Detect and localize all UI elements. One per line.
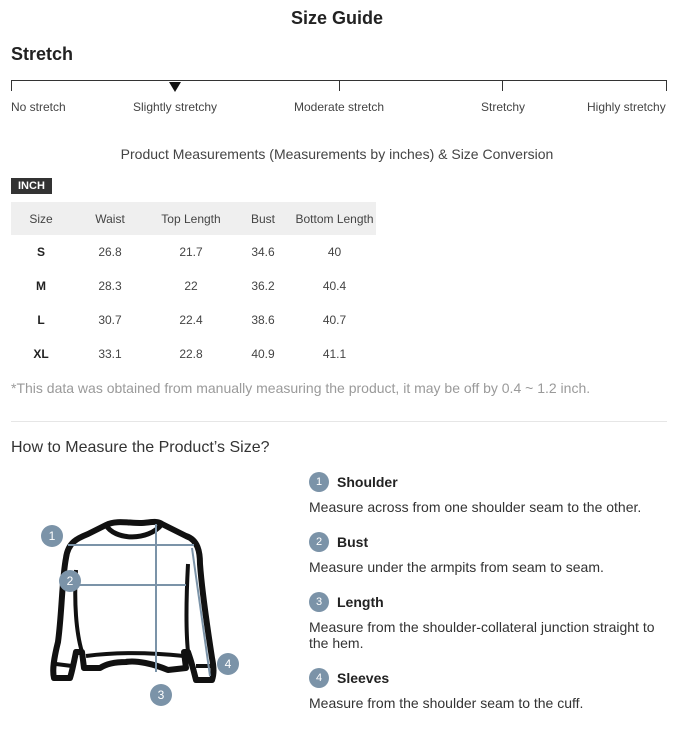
table-cell: 40	[327, 245, 342, 259]
divider	[11, 421, 667, 422]
step-title: Shoulder	[337, 474, 398, 490]
measurement-note: *This data was obtained from manually measuring the product, it may be off by 0.4 ~ 1.2 inch.	[11, 380, 591, 396]
sweater-right-armhole	[187, 564, 189, 652]
sweater-left-cuff	[56, 664, 72, 666]
sweater-diagram	[36, 512, 248, 712]
table-cell: 26.8	[98, 245, 122, 259]
column-header: Top Length	[149, 202, 233, 235]
measurements-heading: Product Measurements (Measurements by inches) & Size Conversion	[120, 146, 554, 162]
step-description: Measure under the armpits from seam to seam.	[309, 559, 604, 575]
table-cell: 41.1	[322, 347, 347, 361]
step-number-icon: 4	[309, 668, 329, 688]
column-header: Bust	[233, 202, 293, 235]
table-cell: 40.7	[322, 313, 347, 327]
step-number-icon: 3	[309, 592, 329, 612]
size-cell: XL	[33, 347, 49, 361]
stretch-label-high: Highly stretchy	[587, 100, 666, 114]
step-sleeves	[309, 668, 669, 711]
stretch-tick	[502, 80, 503, 91]
svg-text:3: 3	[157, 688, 165, 702]
table-row	[11, 269, 376, 303]
size-cell: S	[36, 245, 45, 259]
table-row	[11, 303, 376, 337]
svg-text:4: 4	[224, 657, 232, 671]
stretch-label-none: No stretch	[11, 100, 66, 114]
table-cell: 28.3	[98, 279, 122, 293]
step-number-icon: 1	[309, 472, 329, 492]
step-description: Measure across from one shoulder seam to the other.	[309, 499, 642, 515]
table-cell: 36.2	[251, 279, 275, 293]
table-cell: 21.7	[179, 245, 203, 259]
column-header: Waist	[71, 202, 149, 235]
table-cell: 30.7	[98, 313, 122, 327]
svg-text:2: 2	[66, 574, 74, 588]
size-cell: M	[36, 279, 46, 293]
stretch-tick	[666, 80, 667, 91]
table-cell: 38.6	[251, 313, 275, 327]
step-number-icon: 2	[309, 532, 329, 552]
step-shoulder	[309, 472, 669, 515]
table-cell: 22	[184, 279, 198, 293]
marker-2-icon	[59, 570, 81, 592]
step-bust	[309, 532, 669, 575]
stretch-tick	[339, 80, 340, 91]
stretch-label-stretchy: Stretchy	[481, 100, 526, 114]
table-cell: 22.4	[179, 313, 203, 327]
size-table	[11, 202, 376, 371]
stretch-selected-marker-icon	[169, 82, 181, 92]
svg-text:1: 1	[48, 529, 56, 543]
table-cell: 22.8	[179, 347, 203, 361]
step-description: Measure from the shoulder seam to the cuff.	[309, 695, 584, 711]
size-cell: L	[37, 313, 45, 327]
step-title: Length	[337, 594, 384, 610]
stretch-label-slight: Slightly stretchy	[133, 100, 218, 114]
stretch-heading: Stretch	[11, 44, 74, 64]
page-title: Size Guide	[290, 8, 384, 28]
stretch-tick	[11, 80, 12, 91]
table-cell: 40.4	[322, 279, 347, 293]
marker-1-icon	[41, 525, 63, 547]
table-row	[11, 235, 376, 269]
stretch-label-moderate: Moderate stretch	[294, 100, 385, 114]
column-header: Size	[11, 202, 71, 235]
marker-3-icon	[150, 684, 172, 706]
how-to-measure-title: How to Measure the Product’s Size?	[11, 439, 270, 456]
marker-4-icon	[217, 653, 239, 675]
step-description: Measure from the shoulder-collateral junction straight to the hem.	[309, 619, 655, 651]
step-title: Bust	[337, 534, 369, 550]
table-cell: 40.9	[251, 347, 275, 361]
step-length	[309, 592, 669, 651]
stretch-scale	[11, 80, 667, 94]
table-row	[11, 337, 376, 371]
table-cell: 34.6	[251, 245, 275, 259]
table-cell: 33.1	[98, 347, 122, 361]
table-header-row	[11, 202, 376, 235]
column-header: Bottom Length	[293, 202, 376, 235]
unit-badge: INCH	[11, 178, 52, 194]
step-title: Sleeves	[337, 670, 390, 686]
